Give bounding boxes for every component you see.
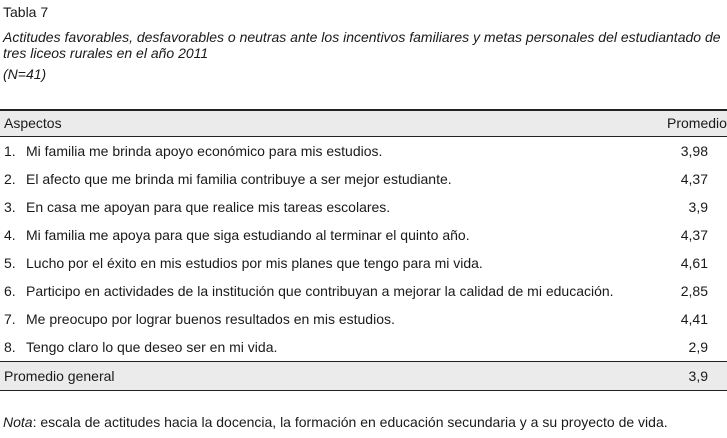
aspect-cell: [0, 221, 667, 249]
average-cell: [667, 333, 727, 362]
sample-size: (N=41): [3, 66, 47, 82]
header-average: Promedio: [667, 115, 727, 131]
table-note: [3, 414, 668, 430]
row-value: 2,9: [688, 339, 708, 355]
row-text: Participo en actividades de la institución que contribuyan a mejorar la calidad de mi educación.: [26, 283, 614, 299]
average-cell: [667, 137, 727, 166]
note-text: : escala de actitudes hacia la docencia, la formación en educación secundaria y a su proyecto de vida.: [32, 414, 668, 430]
row-number: 5.: [4, 255, 16, 271]
row-number: 7.: [4, 311, 16, 327]
aspect-cell: [0, 193, 667, 221]
row-value: 4,37: [680, 227, 708, 243]
row-value: 3,9: [688, 199, 708, 215]
row-value: 2,85: [680, 283, 708, 299]
table-row: [0, 333, 727, 362]
general-average-value: 3,9: [688, 368, 708, 384]
row-value: 4,61: [680, 255, 708, 271]
table-caption: Actitudes favorables, desfavorables o neutras ante los incentivos familiares y metas personales del estudiantado de tres liceos rurales en el año 2011: [3, 29, 721, 61]
row-value: 4,41: [680, 311, 708, 327]
row-text: En casa me apoyan para que realice mis tareas escolares.: [26, 199, 391, 215]
row-number: 2.: [4, 171, 16, 187]
average-cell: [667, 277, 727, 305]
general-average-row: [0, 362, 727, 391]
row-text: El afecto que me brinda mi familia contribuye a ser mejor estudiante.: [26, 171, 452, 187]
general-average-label: Promedio general: [4, 368, 115, 384]
table-body: [0, 137, 727, 391]
table-row: [0, 305, 727, 333]
table-row: [0, 193, 727, 221]
row-number: 8.: [4, 339, 16, 355]
table-row: [0, 249, 727, 277]
aspect-cell: [0, 305, 667, 333]
table-header-row: [0, 110, 727, 137]
note-label: Nota: [3, 414, 33, 430]
attitudes-table: [0, 109, 727, 391]
average-cell: [667, 193, 727, 221]
header-aspects: Aspectos: [4, 115, 62, 131]
average-cell: [667, 249, 727, 277]
table-row: [0, 137, 727, 166]
average-cell: [667, 305, 727, 333]
row-text: Lucho por el éxito en mis estudios por mis planes que tengo para mi vida.: [26, 255, 483, 271]
table-label: Tabla 7: [3, 4, 49, 20]
row-number: 4.: [4, 227, 16, 243]
row-value: 4,37: [680, 171, 708, 187]
general-average-cell: [667, 362, 727, 391]
aspect-cell: [0, 249, 667, 277]
aspect-cell: [0, 165, 667, 193]
row-number: 1.: [4, 143, 16, 159]
aspect-cell: [0, 277, 667, 305]
table-row: [0, 277, 727, 305]
row-text: Mi familia me apoya para que siga estudiando al terminar el quinto año.: [26, 227, 470, 243]
row-value: 3,98: [680, 143, 708, 159]
aspect-cell: [0, 333, 667, 362]
table-row: [0, 221, 727, 249]
average-cell: [667, 221, 727, 249]
row-text: Mi familia me brinda apoyo económico para mis estudios.: [26, 143, 383, 159]
row-number: 3.: [4, 199, 16, 215]
row-number: 6.: [4, 283, 16, 299]
aspect-cell: [0, 137, 667, 166]
average-cell: [667, 165, 727, 193]
row-text: Tengo claro lo que deseo ser en mi vida.: [26, 339, 278, 355]
row-text: Me preocupo por lograr buenos resultados en mis estudios.: [26, 311, 395, 327]
table-row: [0, 165, 727, 193]
